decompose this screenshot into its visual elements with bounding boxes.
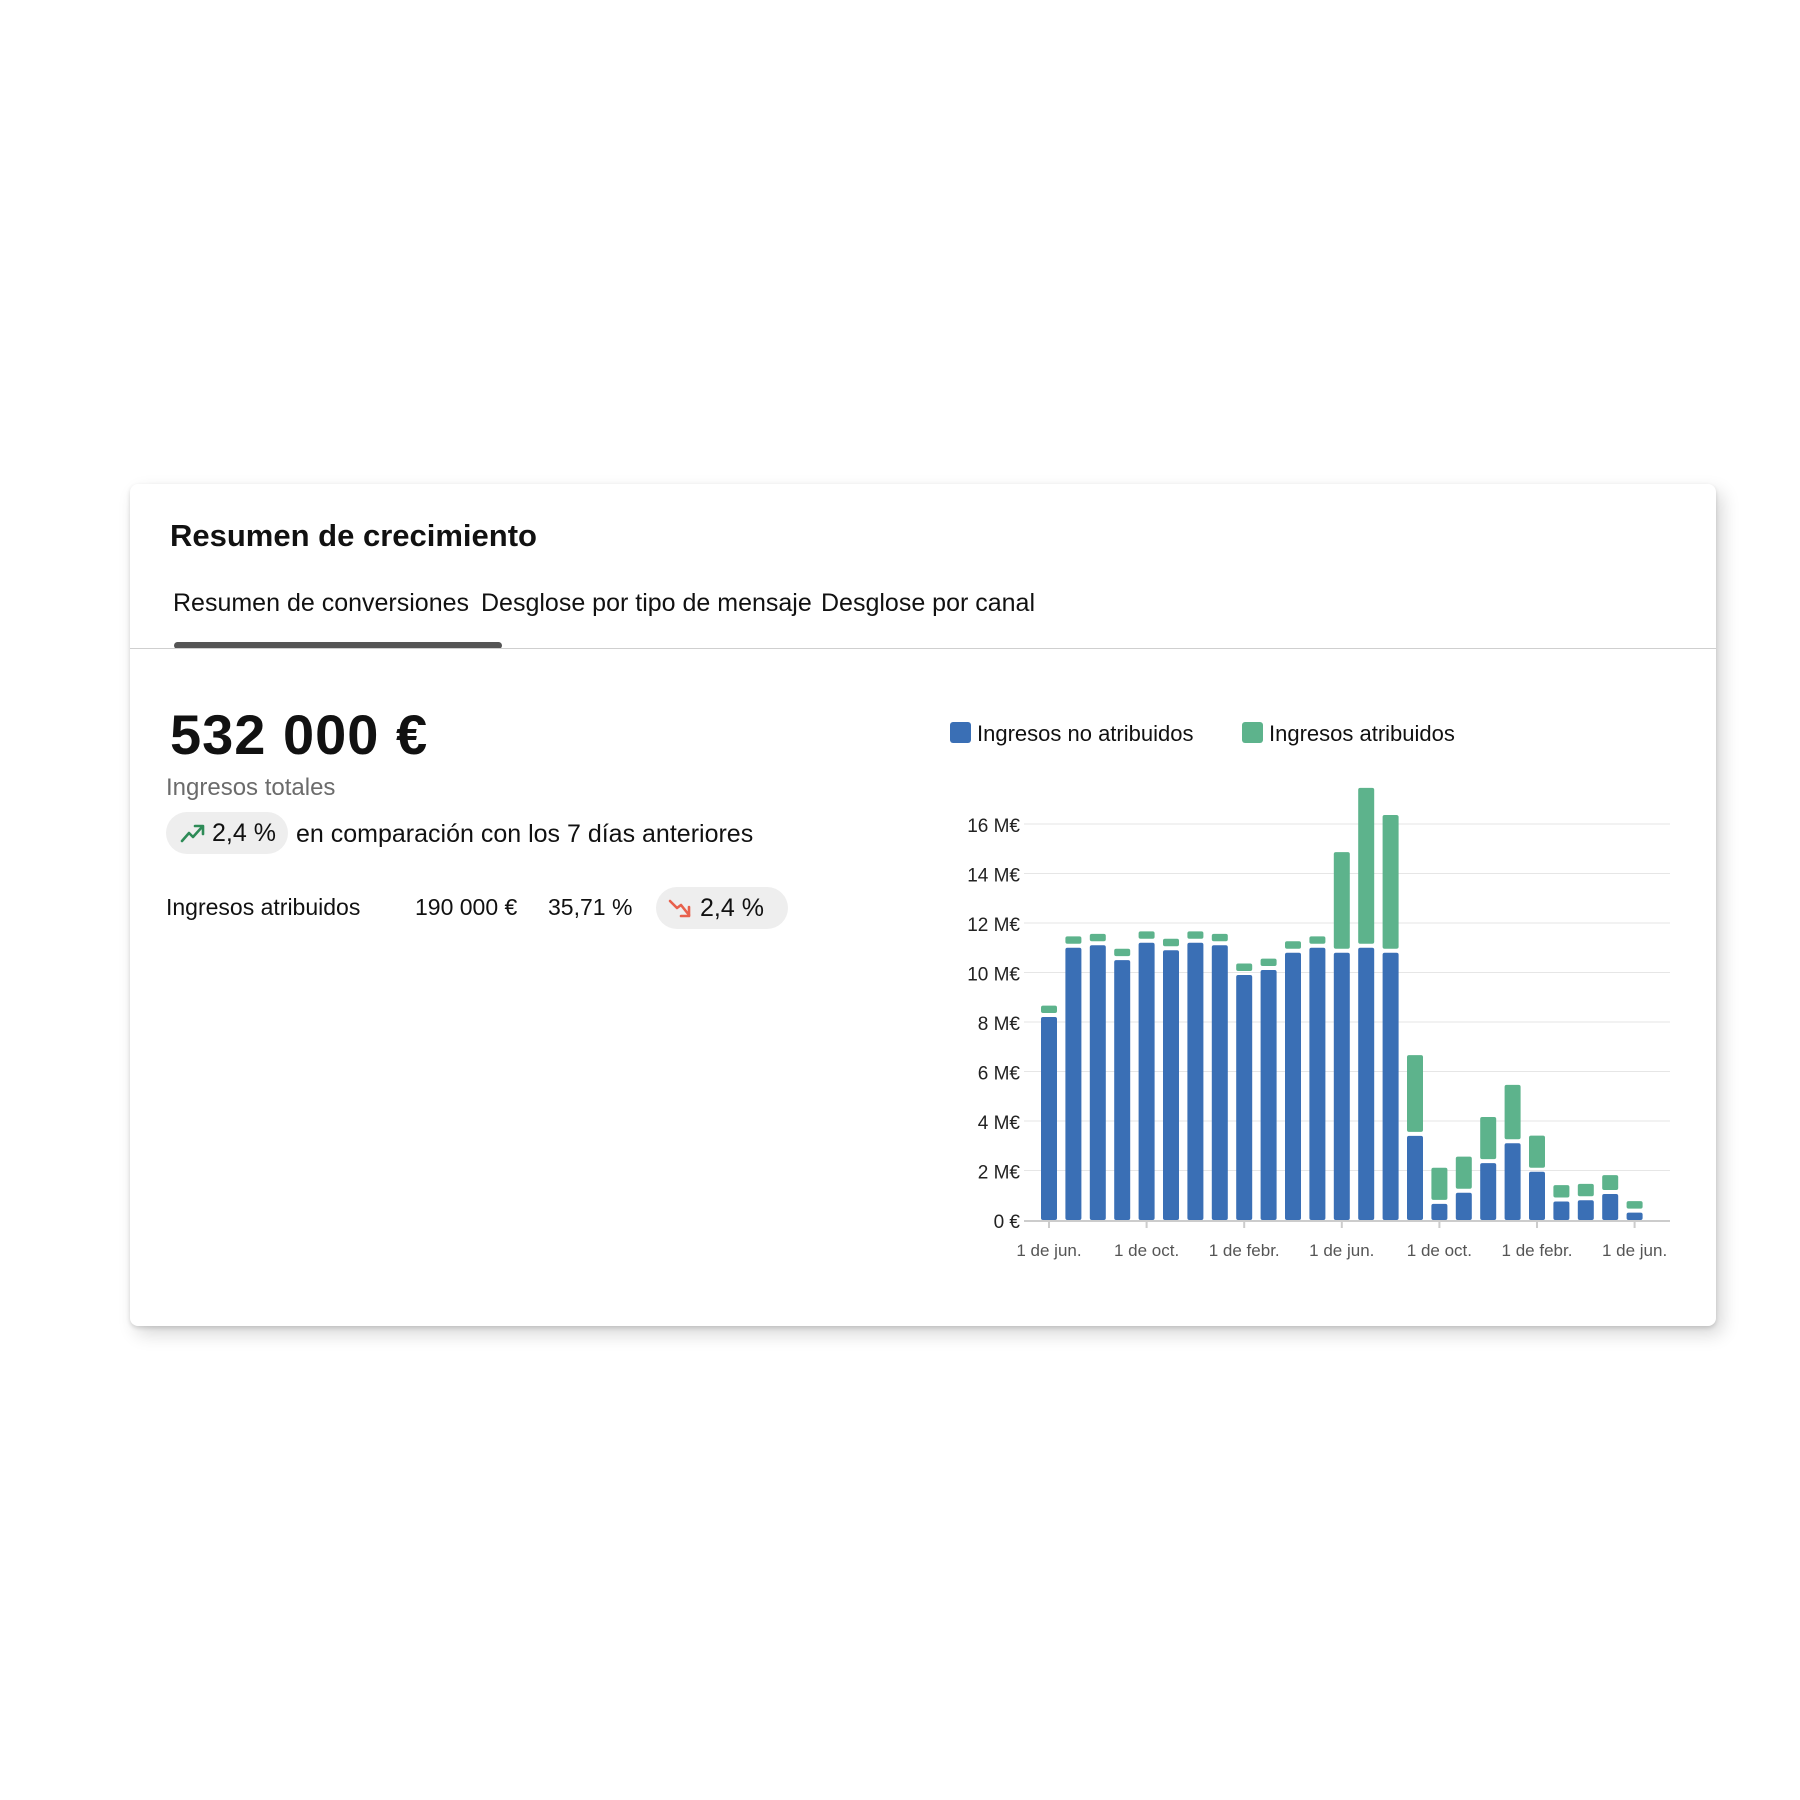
x-tick-label: 1 de febr. — [1208, 1241, 1280, 1260]
y-tick-label: 2 M€ — [977, 1162, 1020, 1184]
y-tick-label: 0 € — [993, 1212, 1020, 1233]
bar-attributed[interactable] — [1553, 1185, 1569, 1197]
card-title: Resumen de crecimiento — [170, 518, 537, 553]
total-revenue-value: 532 000 € — [170, 703, 429, 766]
bar-attributed[interactable] — [1529, 1136, 1545, 1168]
bar-stack[interactable] — [1480, 1117, 1496, 1220]
bar-attributed[interactable] — [1309, 936, 1325, 943]
bar-unattributed[interactable] — [1407, 1136, 1423, 1220]
bar-unattributed[interactable] — [1334, 953, 1350, 1220]
bar-unattributed[interactable] — [1480, 1163, 1496, 1220]
bar-stack[interactable] — [1358, 788, 1374, 1220]
bar-unattributed[interactable] — [1041, 1017, 1057, 1220]
y-tick-label: 4 M€ — [977, 1113, 1020, 1134]
bar-attributed[interactable] — [1334, 852, 1350, 949]
bar-unattributed[interactable] — [1578, 1200, 1594, 1220]
bar-unattributed[interactable] — [1553, 1201, 1569, 1220]
bar-stack[interactable] — [1505, 1085, 1521, 1220]
bar-stack[interactable] — [1065, 936, 1081, 1220]
bar-attributed[interactable] — [1187, 931, 1203, 938]
bar-attributed[interactable] — [1358, 788, 1374, 944]
bar-stack[interactable] — [1261, 959, 1277, 1220]
bar-attributed[interactable] — [1285, 941, 1301, 948]
bar-stack[interactable] — [1529, 1136, 1545, 1220]
bar-stack[interactable] — [1285, 941, 1301, 1220]
bar-unattributed[interactable] — [1505, 1143, 1521, 1220]
bar-unattributed[interactable] — [1456, 1193, 1472, 1220]
revenue-stacked-bar-chart — [130, 484, 1716, 1326]
bar-unattributed[interactable] — [1236, 975, 1252, 1220]
bar-attributed[interactable] — [1065, 936, 1081, 943]
bar-stack[interactable] — [1309, 936, 1325, 1220]
bar-attributed[interactable] — [1114, 949, 1130, 956]
bar-unattributed[interactable] — [1285, 953, 1301, 1220]
bar-stack[interactable] — [1187, 931, 1203, 1220]
bar-unattributed[interactable] — [1261, 970, 1277, 1220]
bar-attributed[interactable] — [1139, 931, 1155, 938]
tab-message-type-breakdown[interactable]: Desglose por tipo de mensaje — [481, 589, 812, 617]
bar-stack[interactable] — [1602, 1175, 1618, 1220]
attributed-change-value: 2,4 % — [700, 893, 764, 922]
x-tick-label: 1 de oct. — [1113, 1241, 1180, 1260]
chart-legend — [950, 721, 1455, 746]
bar-unattributed[interactable] — [1090, 945, 1106, 1220]
bar-attributed[interactable] — [1456, 1157, 1472, 1189]
bar-unattributed[interactable] — [1627, 1213, 1643, 1220]
bar-stack[interactable] — [1041, 1006, 1057, 1220]
x-tick-label: 1 de jun. — [1309, 1241, 1375, 1260]
total-change-value: 2,4 % — [212, 818, 276, 847]
bar-attributed[interactable] — [1627, 1201, 1643, 1208]
bar-attributed[interactable] — [1212, 934, 1228, 941]
y-tick-label: 14 M€ — [967, 865, 1020, 887]
bar-stack[interactable] — [1114, 949, 1130, 1220]
bar-unattributed[interactable] — [1139, 943, 1155, 1220]
bar-stack[interactable] — [1236, 964, 1252, 1220]
bar-stack[interactable] — [1431, 1168, 1447, 1220]
bar-stack[interactable] — [1163, 939, 1179, 1220]
bar-unattributed[interactable] — [1163, 950, 1179, 1220]
bar-stack[interactable] — [1090, 934, 1106, 1220]
bar-stack[interactable] — [1553, 1185, 1569, 1220]
x-tick-label: 1 de oct. — [1406, 1241, 1473, 1260]
bar-stack[interactable] — [1212, 934, 1228, 1220]
tab-channel-breakdown[interactable]: Desglose por canal — [821, 589, 1036, 617]
bar-unattributed[interactable] — [1431, 1204, 1447, 1220]
y-tick-label: 10 M€ — [967, 964, 1020, 986]
bar-stack[interactable] — [1578, 1184, 1594, 1220]
y-tick-label: 16 M€ — [967, 816, 1020, 837]
y-tick-label: 8 M€ — [977, 1014, 1020, 1035]
bar-attributed[interactable] — [1041, 1006, 1057, 1013]
x-tick-label: 1 de jun. — [1601, 1241, 1668, 1260]
bar-attributed[interactable] — [1578, 1184, 1594, 1196]
bar-unattributed[interactable] — [1529, 1172, 1545, 1220]
legend-label-unattributed: Ingresos no atribuidos — [977, 721, 1194, 746]
legend-swatch-unattributed — [950, 722, 971, 743]
tab-conversion-summary[interactable]: Resumen de conversiones — [173, 589, 469, 617]
bar-unattributed[interactable] — [1114, 960, 1130, 1220]
attributed-revenue-label: Ingresos atribuidos — [166, 894, 361, 920]
bar-attributed[interactable] — [1505, 1085, 1521, 1139]
legend-label-attributed: Ingresos atribuidos — [1269, 721, 1455, 746]
bar-unattributed[interactable] — [1187, 943, 1203, 1220]
attributed-revenue-share: 35,71 % — [548, 894, 633, 920]
bar-unattributed[interactable] — [1602, 1194, 1618, 1220]
bar-attributed[interactable] — [1163, 939, 1179, 946]
attributed-revenue-amount: 190 000 € — [415, 894, 518, 920]
bar-unattributed[interactable] — [1212, 945, 1228, 1220]
bar-unattributed[interactable] — [1065, 948, 1081, 1220]
bar-attributed[interactable] — [1236, 964, 1252, 971]
bar-attributed[interactable] — [1431, 1168, 1447, 1200]
bar-stack[interactable] — [1383, 815, 1399, 1220]
bar-unattributed[interactable] — [1358, 948, 1374, 1220]
comparison-text: en comparación con los 7 días anteriores — [296, 820, 754, 848]
bar-attributed[interactable] — [1090, 934, 1106, 941]
y-tick-label: 6 M€ — [977, 1063, 1020, 1085]
bar-attributed[interactable] — [1261, 959, 1277, 966]
bar-stack[interactable] — [1407, 1055, 1423, 1220]
y-tick-label: 12 M€ — [967, 915, 1020, 936]
bar-stack[interactable] — [1627, 1201, 1643, 1220]
total-revenue-label: Ingresos totales — [166, 774, 336, 801]
bar-attributed[interactable] — [1602, 1175, 1618, 1190]
bar-stack[interactable] — [1456, 1157, 1472, 1220]
bar-attributed[interactable] — [1480, 1117, 1496, 1159]
x-tick-label: 1 de febr. — [1501, 1241, 1573, 1260]
growth-summary-card — [130, 484, 1716, 1326]
x-tick-label: 1 de jun. — [1016, 1241, 1082, 1260]
bar-attributed[interactable] — [1407, 1055, 1423, 1132]
bar-stack[interactable] — [1139, 931, 1155, 1220]
bar-stack[interactable] — [1334, 852, 1350, 1220]
bar-attributed[interactable] — [1383, 815, 1399, 949]
legend-swatch-attributed — [1242, 722, 1263, 743]
bar-unattributed[interactable] — [1309, 948, 1325, 1220]
bar-unattributed[interactable] — [1383, 953, 1399, 1220]
